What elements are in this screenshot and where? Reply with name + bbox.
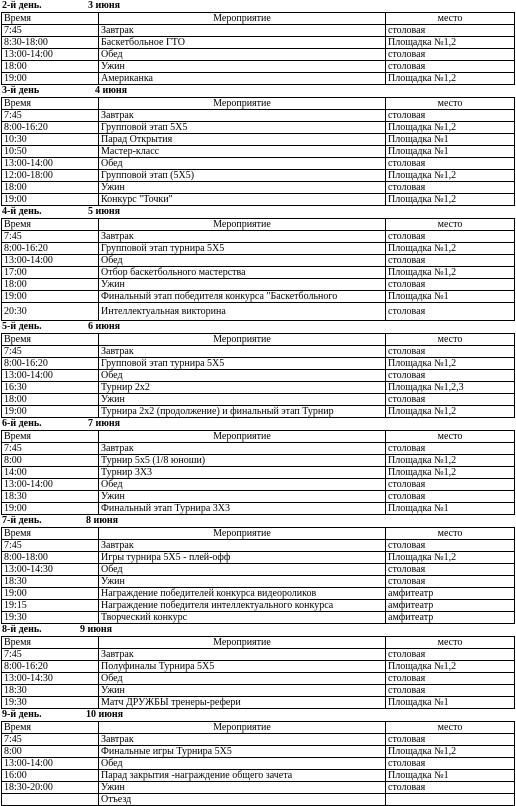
event-cell: Полуфиналы Турнира 5Х5 [99, 661, 386, 673]
table-row [2, 479, 515, 491]
event-header: Мероприятие [99, 13, 386, 25]
schedule-table [1, 97, 515, 206]
day-date: 9 июня [80, 624, 113, 635]
table-header-row [2, 722, 515, 734]
place-cell: столовая [386, 443, 515, 455]
place-header: место [386, 334, 515, 346]
event-header: Мероприятие [99, 528, 386, 540]
event-cell: Финальный этап победителя конкурса "Баскетбольного [99, 291, 386, 303]
table-header-row [2, 334, 515, 346]
table-row [2, 158, 515, 170]
time-header: Время [2, 431, 99, 443]
schedule-table [1, 527, 515, 624]
time-cell: 18:00 [2, 394, 99, 406]
time-cell: 7:45 [2, 443, 99, 455]
time-cell: 12:00-18:00 [2, 170, 99, 182]
place-cell [386, 794, 515, 806]
table-header-row [2, 13, 515, 25]
place-header: место [386, 98, 515, 110]
day-header [0, 624, 516, 636]
event-cell: Турнира 2х2 (продолжение) и финальный этап Турнир [99, 406, 386, 418]
day-header [0, 418, 516, 430]
place-cell: столовая [386, 685, 515, 697]
table-row [2, 406, 515, 418]
place-cell: столовая [386, 734, 515, 746]
place-cell: Площадка №1,2 [386, 358, 515, 370]
event-cell: Обед [99, 158, 386, 170]
event-cell: Парад Открытия [99, 134, 386, 146]
place-cell: Площадка №1,2 [386, 37, 515, 49]
table-row [2, 794, 515, 806]
table-row [2, 194, 515, 206]
event-header: Мероприятие [99, 637, 386, 649]
time-cell: 16:00 [2, 770, 99, 782]
time-cell: 19:30 [2, 697, 99, 709]
time-cell: 18:00 [2, 182, 99, 194]
day-header [0, 85, 516, 97]
table-row [2, 303, 515, 321]
event-cell: Парад закрытия -награждение общего зачета [99, 770, 386, 782]
place-cell: Площадка №1 [386, 146, 515, 158]
table-row [2, 370, 515, 382]
time-cell: 8:00 [2, 455, 99, 467]
day-date: 6 июня [88, 321, 121, 332]
time-cell: 13:00-14:30 [2, 673, 99, 685]
table-row [2, 564, 515, 576]
time-cell: 8:30-18:00 [2, 37, 99, 49]
time-cell: 7:45 [2, 540, 99, 552]
table-row [2, 540, 515, 552]
time-cell: 13:00-14:00 [2, 370, 99, 382]
day-header [0, 515, 516, 527]
place-cell: Площадка №1 [386, 291, 515, 303]
event-cell: Баскетбольное ГТО [99, 37, 386, 49]
time-cell: 13:00-14:00 [2, 158, 99, 170]
time-cell: 8:00-16:20 [2, 122, 99, 134]
time-header: Время [2, 13, 99, 25]
place-cell: столовая [386, 576, 515, 588]
time-cell: 10:50 [2, 146, 99, 158]
table-row [2, 110, 515, 122]
event-cell: Ужин [99, 685, 386, 697]
day-label: 7-й день. [2, 515, 42, 526]
table-row [2, 394, 515, 406]
time-cell: 19:00 [2, 194, 99, 206]
place-cell: Площадка №1,2 [386, 267, 515, 279]
day-label: 9-й день. [2, 709, 42, 720]
schedule-table [1, 636, 515, 709]
event-header: Мероприятие [99, 334, 386, 346]
time-cell: 7:45 [2, 346, 99, 358]
table-header-row [2, 528, 515, 540]
time-cell: 19:00 [2, 73, 99, 85]
time-cell: 7:45 [2, 110, 99, 122]
time-cell: 13:00-14:30 [2, 564, 99, 576]
place-cell: Площадка №1,2 [386, 552, 515, 564]
place-cell: столовая [386, 394, 515, 406]
place-cell: Площадка №1 [386, 770, 515, 782]
place-cell: столовая [386, 279, 515, 291]
place-header: место [386, 219, 515, 231]
place-cell: столовая [386, 346, 515, 358]
place-cell: Площадка №1,2 [386, 243, 515, 255]
event-cell: Обед [99, 564, 386, 576]
table-row [2, 600, 515, 612]
time-cell: 7:45 [2, 649, 99, 661]
place-cell: столовая [386, 564, 515, 576]
table-header-row [2, 431, 515, 443]
event-cell: Групповой этап турнира 5Х5 [99, 358, 386, 370]
event-cell: Конкурс "Точки" [99, 194, 386, 206]
event-cell: Групповой этап (5Х5) [99, 170, 386, 182]
time-cell: 8:00-16:20 [2, 661, 99, 673]
place-cell: столовая [386, 479, 515, 491]
time-cell: 10:30 [2, 134, 99, 146]
day-label: 3-й день [2, 85, 40, 96]
table-header-row [2, 219, 515, 231]
time-header: Время [2, 98, 99, 110]
table-row [2, 588, 515, 600]
event-cell: Обед [99, 370, 386, 382]
time-cell: 13:00-14:00 [2, 479, 99, 491]
time-cell: 17:00 [2, 267, 99, 279]
table-row [2, 576, 515, 588]
event-cell: Турнир 2х2 [99, 382, 386, 394]
event-cell: Ужин [99, 782, 386, 794]
time-header: Время [2, 637, 99, 649]
table-row [2, 255, 515, 267]
event-cell: Ужин [99, 576, 386, 588]
schedule-table [1, 218, 515, 321]
event-header: Мероприятие [99, 431, 386, 443]
table-header-row [2, 637, 515, 649]
place-cell: столовая [386, 110, 515, 122]
place-cell: амфитеатр [386, 600, 515, 612]
event-cell: Награждение победителя интеллектуального конкурса [99, 600, 386, 612]
time-cell: 18:30-20:00 [2, 782, 99, 794]
place-cell: Площадка №1,2,3 [386, 382, 515, 394]
table-row [2, 612, 515, 624]
event-cell: Творческий конкурс [99, 612, 386, 624]
event-cell: Награждение победителей конкурса видеороликов [99, 588, 386, 600]
day-header [0, 321, 516, 333]
table-row [2, 346, 515, 358]
event-cell: Ужин [99, 61, 386, 73]
table-row [2, 491, 515, 503]
time-cell: 16:30 [2, 382, 99, 394]
table-row [2, 170, 515, 182]
table-row [2, 770, 515, 782]
place-header: место [386, 528, 515, 540]
table-row [2, 467, 515, 479]
event-cell: Финальные игры Турнира 5Х5 [99, 746, 386, 758]
event-cell: Завтрак [99, 110, 386, 122]
place-cell: Площадка №1,2 [386, 467, 515, 479]
table-row [2, 122, 515, 134]
table-row [2, 146, 515, 158]
day-label: 8-й день. [2, 624, 42, 635]
table-row [2, 382, 515, 394]
time-cell: 13:00-14:00 [2, 758, 99, 770]
event-cell: Завтрак [99, 346, 386, 358]
place-cell: столовая [386, 649, 515, 661]
event-cell: Матч ДРУЖБЫ тренеры-рефери [99, 697, 386, 709]
event-cell: Обед [99, 479, 386, 491]
place-cell: Площадка №1,2 [386, 170, 515, 182]
schedule-table [1, 721, 515, 806]
place-cell: столовая [386, 491, 515, 503]
schedule-table [1, 430, 515, 515]
event-cell: Групповой этап 5Х5 [99, 122, 386, 134]
event-cell: Отъезд [99, 794, 386, 806]
day-date: 8 июня [86, 515, 119, 526]
table-row [2, 279, 515, 291]
day-date: 10 июня [86, 709, 124, 720]
table-row [2, 661, 515, 673]
table-row [2, 291, 515, 303]
event-cell: Турнир 3Х3 [99, 467, 386, 479]
place-cell: столовая [386, 255, 515, 267]
day-label: 4-й день. [2, 206, 42, 217]
event-cell: Интеллектуальная викторина [99, 303, 386, 321]
time-cell: 19:30 [2, 612, 99, 624]
event-cell: Отбор баскетбольного мастерства [99, 267, 386, 279]
table-row [2, 552, 515, 564]
time-cell: 19:15 [2, 600, 99, 612]
day-header [0, 206, 516, 218]
table-row [2, 697, 515, 709]
time-cell: 18:30 [2, 685, 99, 697]
table-row [2, 746, 515, 758]
time-header: Время [2, 219, 99, 231]
place-cell: столовая [386, 758, 515, 770]
event-cell: Обед [99, 255, 386, 267]
place-cell: Площадка №1,2 [386, 73, 515, 85]
time-cell: 8:00 [2, 746, 99, 758]
table-row [2, 782, 515, 794]
table-row [2, 443, 515, 455]
event-cell: Завтрак [99, 443, 386, 455]
event-header: Мероприятие [99, 722, 386, 734]
event-cell: Завтрак [99, 231, 386, 243]
table-row [2, 734, 515, 746]
event-cell: Обед [99, 758, 386, 770]
place-cell: столовая [386, 182, 515, 194]
place-cell: столовая [386, 49, 515, 61]
day-label: 6-й день. [2, 418, 42, 429]
place-cell: Площадка №1,2 [386, 194, 515, 206]
time-header: Время [2, 528, 99, 540]
place-cell: Площадка №1,2 [386, 455, 515, 467]
time-cell: 19:00 [2, 503, 99, 515]
event-cell: Завтрак [99, 649, 386, 661]
table-row [2, 182, 515, 194]
time-cell: 18:00 [2, 279, 99, 291]
place-cell: столовая [386, 673, 515, 685]
table-row [2, 49, 515, 61]
table-row [2, 758, 515, 770]
place-header: место [386, 722, 515, 734]
schedule-table [1, 333, 515, 418]
day-label: 2-й день. [2, 0, 42, 11]
time-cell: 19:00 [2, 291, 99, 303]
time-cell: 19:00 [2, 588, 99, 600]
time-cell: 19:00 [2, 406, 99, 418]
table-row [2, 37, 515, 49]
time-cell: 13:00-14:00 [2, 49, 99, 61]
place-cell: столовая [386, 303, 515, 321]
day-header [0, 709, 516, 721]
place-cell: Площадка №1 [386, 503, 515, 515]
event-cell: Завтрак [99, 734, 386, 746]
time-cell: 8:00-18:00 [2, 552, 99, 564]
time-cell: 13:00-14:00 [2, 255, 99, 267]
event-cell: Обед [99, 673, 386, 685]
day-date: 4 июня [95, 85, 128, 96]
table-row [2, 455, 515, 467]
place-cell: столовая [386, 61, 515, 73]
time-cell: 7:45 [2, 734, 99, 746]
event-cell: Ужин [99, 279, 386, 291]
event-cell: Групповой этап турнира 5Х5 [99, 243, 386, 255]
place-cell: амфитеатр [386, 612, 515, 624]
time-cell [2, 794, 99, 806]
place-header: место [386, 13, 515, 25]
day-date: 3 июня [88, 0, 121, 11]
table-row [2, 134, 515, 146]
event-cell: Турнир 5х5 (1/8 юноши) [99, 455, 386, 467]
time-cell: 14:00 [2, 467, 99, 479]
place-cell: столовая [386, 540, 515, 552]
event-cell: Обед [99, 49, 386, 61]
table-row [2, 649, 515, 661]
day-label: 5-й день. [2, 321, 42, 332]
time-cell: 8:00-16:20 [2, 358, 99, 370]
day-header [0, 0, 516, 12]
time-cell: 18:30 [2, 491, 99, 503]
place-cell: Площадка №1 [386, 134, 515, 146]
event-cell: Завтрак [99, 25, 386, 37]
table-row [2, 503, 515, 515]
schedule-table [1, 12, 515, 85]
table-row [2, 25, 515, 37]
table-header-row [2, 98, 515, 110]
place-cell: столовая [386, 231, 515, 243]
event-header: Мероприятие [99, 98, 386, 110]
table-row [2, 685, 515, 697]
table-row [2, 231, 515, 243]
table-row [2, 673, 515, 685]
time-cell: 8:00-16:20 [2, 243, 99, 255]
table-row [2, 73, 515, 85]
place-cell: амфитеатр [386, 588, 515, 600]
event-cell: Ужин [99, 491, 386, 503]
table-row [2, 267, 515, 279]
time-cell: 7:45 [2, 25, 99, 37]
event-cell: Финальный этап Турнира 3Х3 [99, 503, 386, 515]
place-header: место [386, 431, 515, 443]
event-cell: Ужин [99, 394, 386, 406]
place-cell: столовая [386, 158, 515, 170]
place-cell: столовая [386, 25, 515, 37]
time-header: Время [2, 334, 99, 346]
event-cell: Ужин [99, 182, 386, 194]
table-row [2, 61, 515, 73]
table-row [2, 243, 515, 255]
place-cell: Площадка №1,2 [386, 406, 515, 418]
event-cell: Завтрак [99, 540, 386, 552]
place-cell: столовая [386, 370, 515, 382]
event-cell: Американка [99, 73, 386, 85]
time-header: Время [2, 722, 99, 734]
event-cell: Игры турнира 5Х5 - плей-офф [99, 552, 386, 564]
time-cell: 20:30 [2, 303, 99, 321]
place-cell: Площадка №1,2 [386, 661, 515, 673]
time-cell: 18:00 [2, 61, 99, 73]
time-cell: 7:45 [2, 231, 99, 243]
table-row [2, 358, 515, 370]
event-cell: Мастер-класс [99, 146, 386, 158]
place-header: место [386, 637, 515, 649]
time-cell: 18:30 [2, 576, 99, 588]
place-cell: столовая [386, 782, 515, 794]
place-cell: Площадка №1,2 [386, 746, 515, 758]
place-cell: Площадка №1 [386, 697, 515, 709]
day-date: 7 июня [88, 418, 121, 429]
event-header: Мероприятие [99, 219, 386, 231]
place-cell: Площадка №1,2 [386, 122, 515, 134]
day-date: 5 июня [88, 206, 121, 217]
